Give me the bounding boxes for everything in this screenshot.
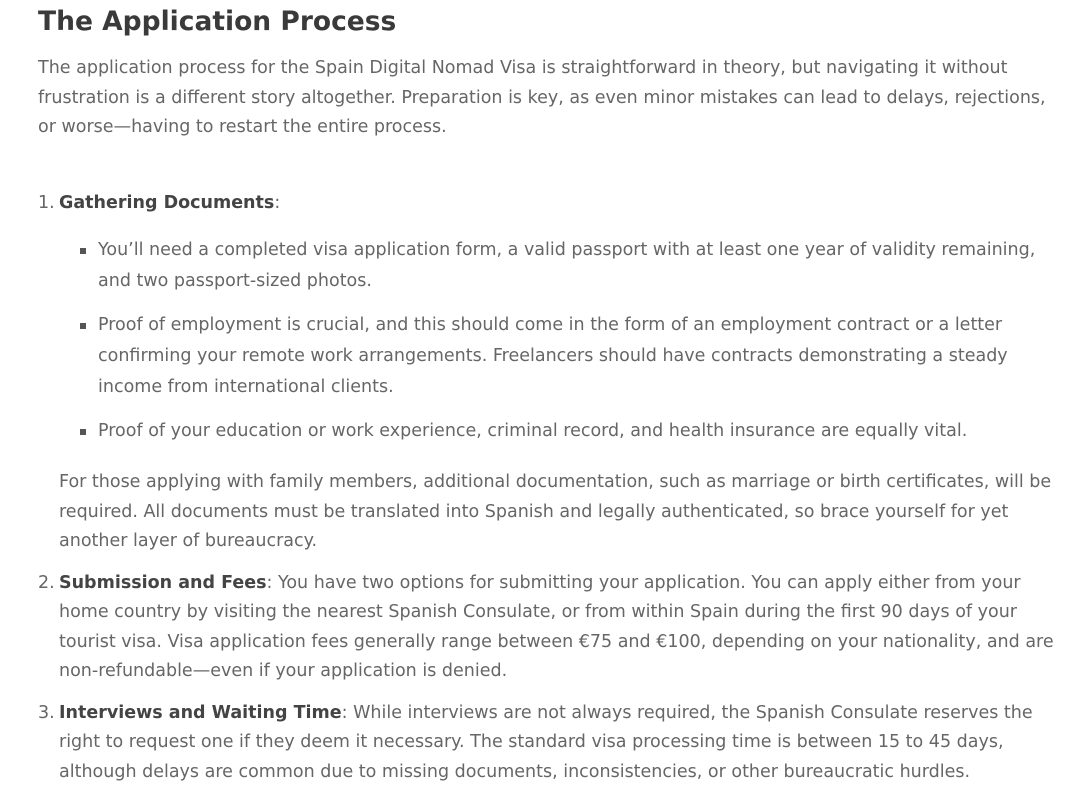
step-body: : While interviews are not always required, the Spanish Consulate reserves the right to request one if they deem it necessary. The standard visa processing time is between 15 to 45 days, although delays are common due to missing documents, inconsistencies, or other bureaucratic hurdles. [59,703,1033,782]
list-item [77,310,1058,403]
step-number: 3. [38,699,55,729]
intro-paragraph: The application process for the Spain Digital Nomad Visa is straightforward in theory, but navigating it without frustration is a different story altogether. Preparation is key, as even minor mistakes can lead to delays, rejections, or worse—having to restart the entire process. [38,54,1058,143]
square-bullet-icon [80,248,86,254]
square-bullet-icon [80,323,86,329]
step-item-submission-and-fees [38,569,1058,687]
documents-bullet-list [59,235,1058,447]
step-item-gathering-documents [38,189,1058,557]
bullet-text: Proof of your education or work experience, criminal record, and health insurance are equally vital. [98,421,967,441]
step-heading: Submission and Fees [59,573,267,593]
square-bullet-icon [80,429,86,435]
list-item [77,416,1058,447]
step-item-interviews-and-waiting-time [38,699,1058,787]
step-body: : You have two options for submitting your application. You can apply either from your home country by visiting the nearest Spanish Consulate, or from within Spain during the first 90 days of your tourist visa. Visa application fees generally range between €75 and €100, depending on your nationality, and are non-refundable—even if your application is denied. [59,573,1054,682]
family-documentation-note: For those applying with family members, additional documentation, such as marriage or birth certificates, will be required. All documents must be translated into Spanish and legally authenticated, so brace yourself for yet another layer of bureaucracy. [59,468,1058,557]
step-number: 1. [38,189,55,219]
step-number: 2. [38,569,55,599]
steps-list [38,189,1058,787]
bullet-text: You’ll need a completed visa application form, a valid passport with at least one year of validity remaining, and two passport-sized photos. [98,240,1035,291]
bullet-text: Proof of employment is crucial, and this should come in the form of an employment contract or a letter confirming your remote work arrangements. Freelancers should have contracts demonstrating a steady income from international clients. [98,315,1008,397]
step-heading: Gathering Documents [59,193,274,213]
section-title: The Application Process [38,0,1058,40]
step-heading: Interviews and Waiting Time [59,703,342,723]
step-heading-suffix: : [274,193,280,213]
list-item [77,235,1058,297]
